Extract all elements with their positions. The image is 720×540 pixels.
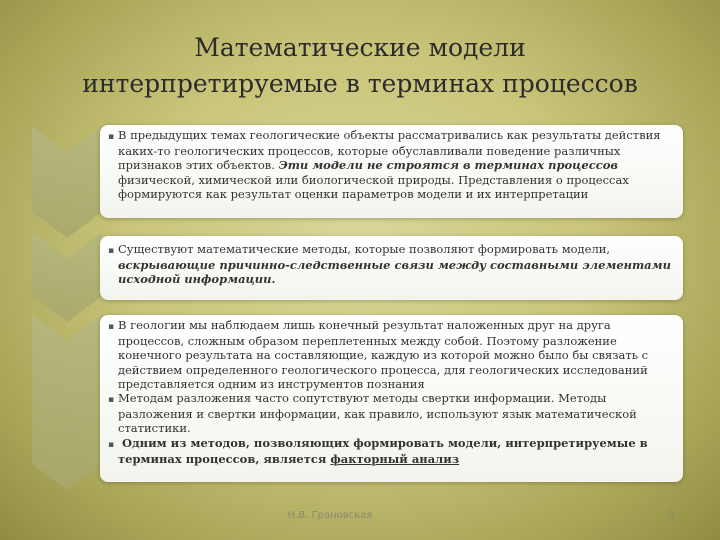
factor-analysis-link[interactable]: факторный анализ xyxy=(330,451,460,466)
bullet-item: ▪ Одним из методов, позволяющих формировать модели, интерпретируемые в терминах процессов, является факторный анализ xyxy=(108,436,675,466)
chevron-arrow-2 xyxy=(32,232,102,322)
content-card-3 xyxy=(100,315,683,482)
page-number: 3 xyxy=(668,510,675,521)
bullet-item: ▪ В геологии мы наблюдаем лишь конечный результат наложенных друг на друга процессов, сложным образом переплетенных между собой. Поэтому разложение конечного результата на составляющие, каждую из которой можно было бы связать с действием определенного геологического процесса, для геологических исследований представляется одним из инструментов познания xyxy=(108,318,675,391)
slide-title-line-1: Математические модели xyxy=(194,33,526,62)
chevron-arrow-3 xyxy=(32,314,102,490)
slide-title-line-2: интерпретируемые в терминах процессов xyxy=(82,69,638,98)
bullet-item: ▪ Существуют математические методы, которые позволяют формировать модели, вскрывающие причинно-следственные связи между составными элементами исходной информации. xyxy=(108,242,675,287)
content-card-2 xyxy=(100,236,683,300)
content-card-1 xyxy=(100,125,683,218)
slide-title xyxy=(0,30,720,102)
footer-author: Н.В. Грановская xyxy=(287,510,373,521)
emphasized-text: Эти модели не строятся в терминах процессов xyxy=(278,158,618,173)
chevron-arrow-1 xyxy=(32,126,102,238)
bullet-item: ▪ Методам разложения часто сопутствуют методы свертки информации. Методы разложения и свертки информации, как правило, используют язык математической статистики. xyxy=(108,391,675,436)
emphasized-text: вскрывающие причинно-следственные связи между составными элементами исходной информации. xyxy=(118,258,671,287)
bullet-item: ▪ В предыдущих темах геологические объекты рассматривались как результаты действия каких-то геологических процессов, которые обуславливали поведение различных признаков этих объектов. Эти модели не строятся в терминах процессов физической, химической или биологической природы. Представления о процессах формируются как результат оценки параметров модели и их интерпретации xyxy=(108,128,675,201)
